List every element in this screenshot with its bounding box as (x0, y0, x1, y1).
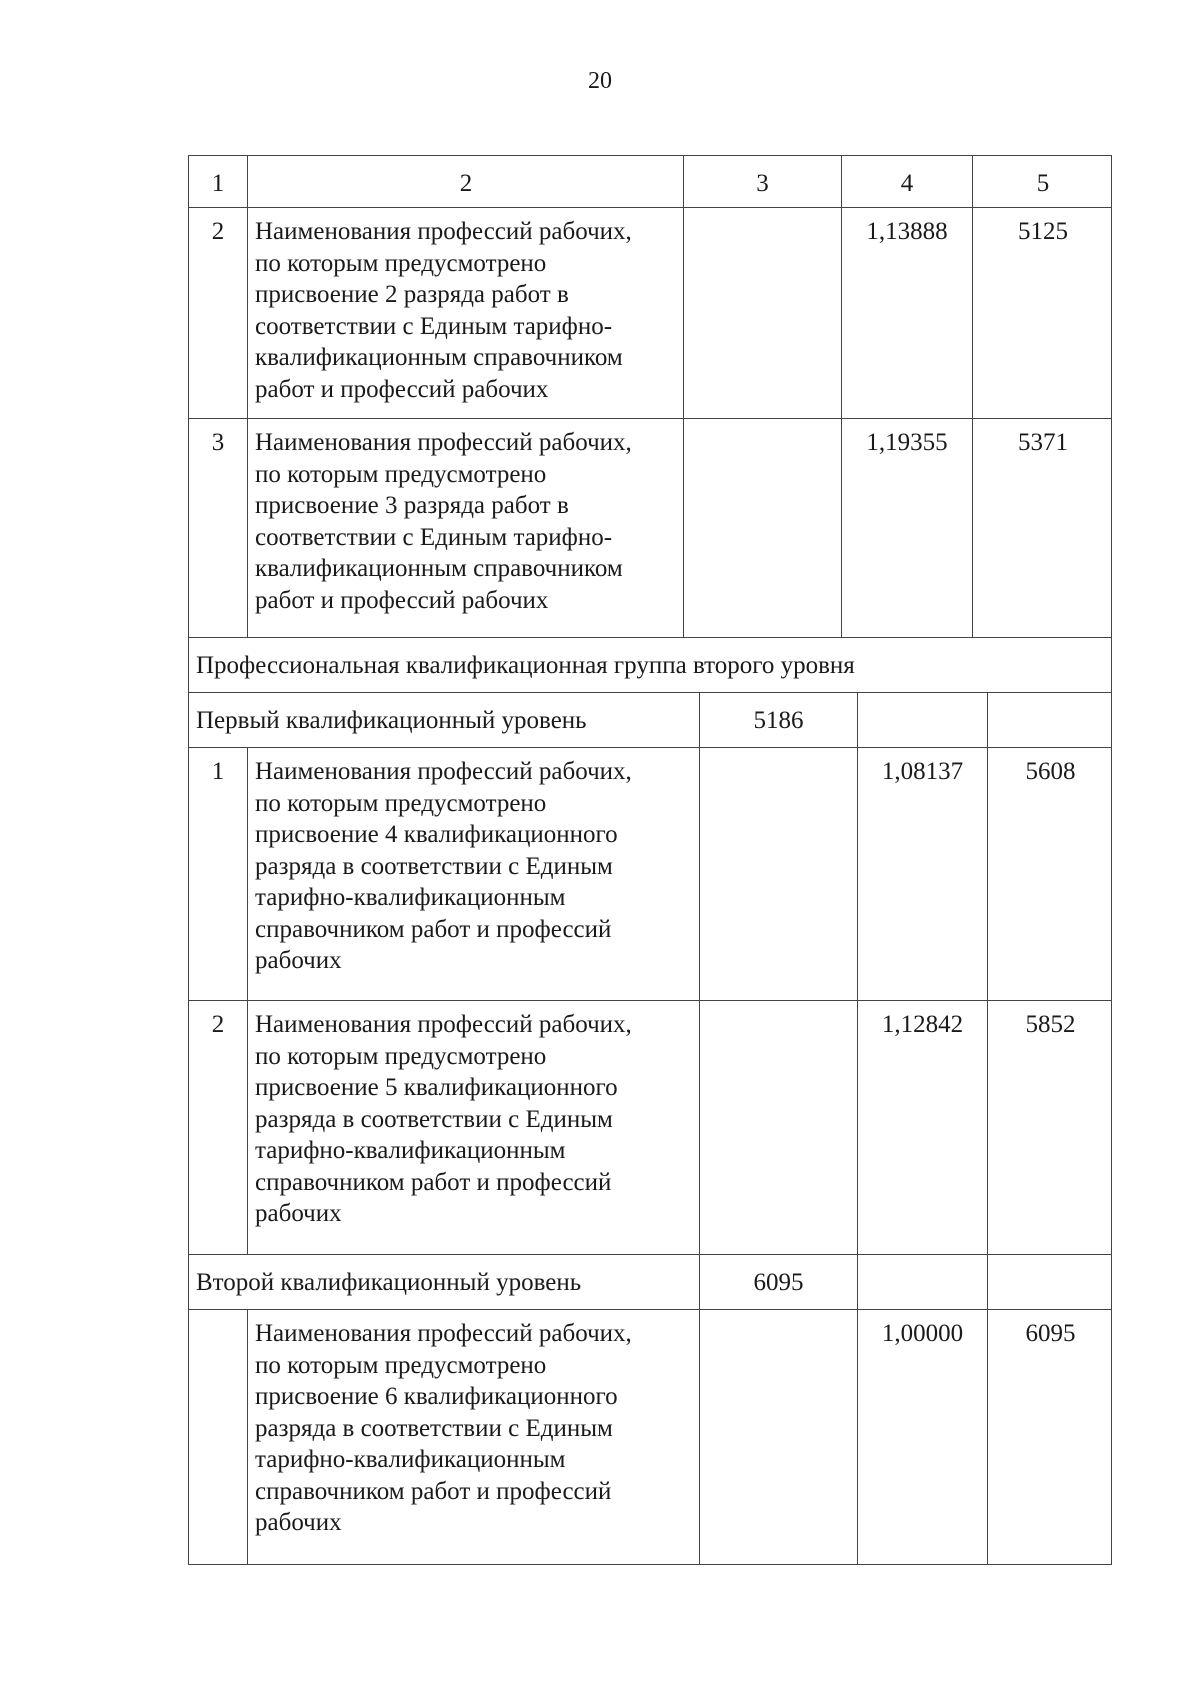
row-number: 3 (211, 429, 225, 456)
header-col-3: 3 (683, 156, 841, 207)
description-line: разряда в соответствии с Единым (255, 1414, 613, 1442)
description-line: присвоение 3 разряда работ в (255, 492, 569, 519)
profession-description (247, 1310, 683, 1564)
empty-cell (857, 1255, 987, 1309)
empty-cell (857, 693, 987, 747)
description-line: по которым предусмотрено (255, 1042, 547, 1070)
qualification-level-label: Второй квалификационный уровень (196, 1269, 582, 1296)
coefficient-cell: 1,00000 (857, 1310, 987, 1564)
description-line: присвоение 4 квалификационного (255, 821, 618, 848)
description-line: Наименования профессий рабочих, (255, 429, 632, 456)
description-line: присвоение 5 квалификационного (255, 1074, 618, 1101)
profession-description (247, 1001, 683, 1254)
table-row (189, 1310, 1111, 1564)
base-salary-cell (683, 208, 841, 418)
description-line: соответствии с Единым тарифно- (255, 312, 613, 340)
description-line: рабочих (255, 1200, 342, 1227)
base-salary-cell (699, 748, 857, 1000)
header-col-1: 1 (211, 170, 225, 197)
base-salary-cell (699, 1001, 857, 1254)
description-line: справочником работ и профессий (255, 1477, 612, 1505)
description-line: квалификационным справочником (255, 555, 623, 582)
header-col-2: 2 (247, 156, 683, 207)
page-number: 20 (588, 68, 612, 94)
description-line: рабочих (255, 947, 342, 974)
header-col-4: 4 (841, 156, 972, 207)
description-line: разряда в соответствии с Единым (255, 1105, 613, 1133)
description-line: работ и профессий рабочих (255, 375, 549, 403)
qualification-level-label: Первый квалификационный уровень (196, 707, 587, 734)
row-number: 2 (211, 218, 225, 245)
group-heading-row (189, 638, 1111, 693)
description-line: Наименования профессий рабочих, (255, 1011, 632, 1038)
salary-cell: 5371 (972, 419, 1113, 637)
description-line: тарифно-квалификационным (255, 1137, 566, 1164)
description-line: тарифно-квалификационным (255, 1446, 566, 1473)
salary-cell: 6095 (987, 1310, 1113, 1564)
qualification-level-row (189, 693, 1111, 748)
description-line: рабочих (255, 1509, 342, 1536)
salary-cell: 5852 (987, 1001, 1113, 1254)
empty-cell (987, 693, 1113, 747)
coefficient-cell: 1,08137 (857, 748, 987, 1000)
row-number (189, 1310, 247, 1564)
description-line: присвоение 2 разряда работ в (255, 281, 569, 308)
description-line: по которым предусмотрено (255, 789, 547, 817)
description-line: по которым предусмотрено (255, 460, 547, 488)
tariff-table (188, 155, 1112, 1565)
description-line: работ и профессий рабочих (255, 586, 549, 614)
profession-description (247, 208, 683, 418)
description-line: Наименования профессий рабочих, (255, 758, 632, 785)
row-number: 2 (211, 1011, 225, 1038)
profession-description (247, 419, 683, 637)
table-row (189, 419, 1111, 638)
description-line: соответствии с Единым тарифно- (255, 523, 613, 551)
description-line: справочником работ и профессий (255, 915, 612, 943)
qualification-level-value: 5186 (699, 693, 857, 747)
description-line: по которым предусмотрено (255, 1351, 547, 1379)
description-line: по которым предусмотрено (255, 249, 547, 277)
base-salary-cell (699, 1310, 857, 1564)
description-line: разряда в соответствии с Единым (255, 852, 613, 880)
table-row (189, 748, 1111, 1001)
profession-description (247, 748, 683, 1000)
salary-cell: 5608 (987, 748, 1113, 1000)
coefficient-cell: 1,19355 (841, 419, 972, 637)
description-line: справочником работ и профессий (255, 1168, 612, 1196)
coefficient-cell: 1,13888 (841, 208, 972, 418)
qualification-level-value: 6095 (699, 1255, 857, 1309)
group-heading: Профессиональная квалификационная группа второго уровня (196, 652, 855, 679)
base-salary-cell (683, 419, 841, 637)
row-number: 1 (211, 758, 225, 785)
qualification-level-row (189, 1255, 1111, 1310)
header-col-5: 5 (972, 156, 1113, 207)
table-header-row (189, 156, 1111, 208)
description-line: Наименования профессий рабочих, (255, 218, 632, 245)
table-row (189, 208, 1111, 419)
description-line: Наименования профессий рабочих, (255, 1320, 632, 1347)
table-row (189, 1001, 1111, 1255)
coefficient-cell: 1,12842 (857, 1001, 987, 1254)
empty-cell (987, 1255, 1113, 1309)
description-line: квалификационным справочником (255, 344, 623, 371)
description-line: тарифно-квалификационным (255, 884, 566, 911)
description-line: присвоение 6 квалификационного (255, 1383, 618, 1410)
salary-cell: 5125 (972, 208, 1113, 418)
